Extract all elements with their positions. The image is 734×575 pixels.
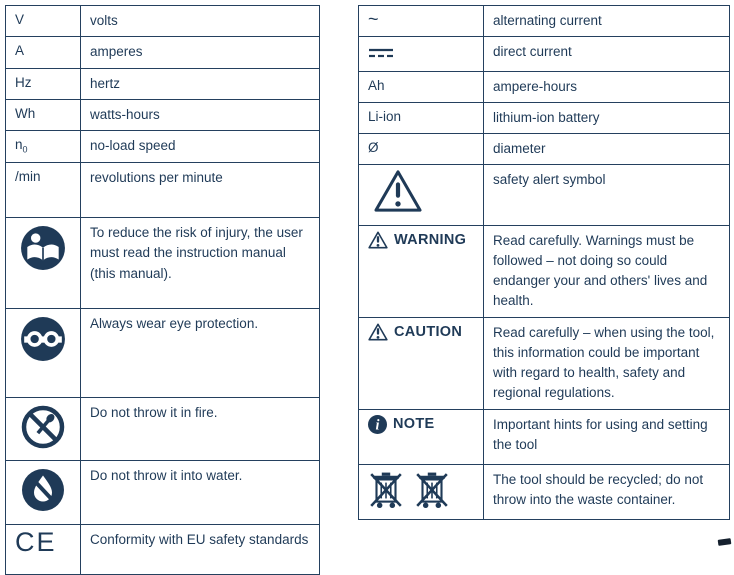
table-row	[359, 225, 730, 317]
symbol-cell	[359, 134, 484, 165]
direct-current-icon	[368, 47, 394, 59]
description-cell	[484, 71, 730, 102]
table-row	[6, 398, 320, 461]
description-text: hertz	[90, 75, 121, 91]
svg-text:i: i	[375, 417, 380, 434]
description-text: no-load speed	[90, 138, 176, 153]
table-row	[6, 37, 320, 68]
table-row	[6, 99, 320, 130]
table-row	[359, 102, 730, 133]
description-text: Conformity with EU safety standards	[90, 531, 309, 547]
table-row	[6, 68, 320, 99]
description-text: ampere-hours	[493, 78, 578, 94]
symbol-cell	[359, 6, 484, 37]
table-row	[359, 165, 730, 225]
description-cell	[484, 317, 730, 409]
description-cell	[484, 225, 730, 317]
weee-recycle-icons	[368, 469, 474, 509]
description-cell	[81, 163, 320, 218]
symbol-cell	[6, 99, 81, 130]
table-row	[359, 317, 730, 409]
table-row	[6, 163, 320, 218]
signal-word-label: CAUTION	[394, 323, 463, 340]
table-row	[6, 218, 320, 309]
description-cell	[484, 37, 730, 71]
description-text: The tool should be recycled; do not throw into the waste container.	[493, 471, 704, 507]
description-text: Do not throw it into water.	[90, 468, 243, 484]
warning-triangle-icon	[368, 323, 388, 341]
symbol-cell	[359, 71, 484, 102]
description-text: Do not throw it in fire.	[90, 405, 218, 421]
symbol-text: Wh	[15, 105, 36, 121]
symbol-cell	[6, 131, 81, 163]
description-text: alternating current	[493, 13, 602, 28]
symbol-text: Ah	[368, 77, 385, 93]
diameter-symbol: Ø	[368, 140, 379, 155]
symbols-table-right	[358, 5, 730, 520]
signal-word-cell	[359, 317, 484, 409]
description-cell	[81, 218, 320, 309]
alternating-current-symbol: ~	[368, 9, 379, 29]
description-text: To reduce the risk of injury, the user must read the instruction manual (this manual).	[90, 225, 303, 281]
ce-mark: CE	[15, 526, 57, 557]
description-text: Important hints for using and setting the tool	[493, 416, 708, 452]
description-cell	[81, 37, 320, 68]
description-cell	[81, 524, 320, 574]
description-cell	[484, 102, 730, 133]
signal-word	[368, 414, 474, 436]
eye-protection-icon	[20, 316, 66, 362]
description-text: watts-hours	[90, 106, 160, 122]
signal-word-cell	[359, 225, 484, 317]
symbol-cell	[359, 37, 484, 71]
description-cell	[484, 464, 730, 519]
symbol-cell	[6, 524, 81, 574]
description-cell	[484, 409, 730, 464]
signal-word-label: WARNING	[394, 231, 467, 248]
symbol-cell	[6, 6, 81, 37]
safety-alert-icon	[373, 169, 423, 213]
info-icon	[368, 415, 387, 434]
description-cell	[81, 461, 320, 524]
description-text: direct current	[493, 44, 572, 60]
symbol-text: A	[15, 43, 25, 59]
table-row	[359, 464, 730, 519]
table-row	[359, 37, 730, 71]
symbol-cell	[6, 163, 81, 218]
table-row	[6, 309, 320, 398]
description-text: Read carefully. Warnings must be followed – not doing so could endanger your and others' lives and health.	[493, 232, 708, 309]
warning-triangle-icon	[368, 231, 388, 249]
table-row	[359, 6, 730, 37]
symbol-cell	[6, 37, 81, 68]
no-fire-icon	[21, 405, 65, 449]
table-row	[6, 524, 320, 574]
description-cell	[81, 398, 320, 461]
table-row	[6, 131, 320, 163]
symbol-text: Hz	[15, 74, 32, 90]
symbol-cell	[6, 68, 81, 99]
signal-word	[368, 322, 474, 344]
description-text: lithium-ion battery	[493, 109, 600, 125]
description-text: Read carefully – when using the tool, this information could be important with regard to health, safety and regional regulations.	[493, 324, 715, 401]
description-cell	[81, 99, 320, 130]
symbol-cell	[359, 102, 484, 133]
description-text: diameter	[493, 141, 546, 156]
symbol-text: n	[15, 137, 23, 152]
symbol-subscript: 0	[22, 144, 28, 155]
symbol-cell	[6, 218, 81, 309]
description-text: revolutions per minute	[90, 170, 223, 186]
description-cell	[484, 134, 730, 165]
signal-word	[368, 230, 474, 252]
description-cell	[81, 68, 320, 99]
description-text: safety alert symbol	[493, 172, 606, 188]
table-row	[359, 409, 730, 464]
symbol-text: /min	[15, 169, 41, 185]
description-text: Always wear eye protection.	[90, 316, 259, 332]
symbol-cell	[6, 309, 81, 398]
table-row	[359, 134, 730, 165]
symbols-table-left	[5, 5, 320, 575]
page-corner-mark	[718, 538, 732, 546]
table-row	[6, 461, 320, 524]
description-cell	[81, 309, 320, 398]
signal-word-label: NOTE	[393, 415, 435, 432]
signal-word-cell	[359, 409, 484, 464]
symbol-text: V	[15, 12, 25, 27]
crossed-out-bin-icon	[368, 471, 404, 509]
symbol-cell	[6, 461, 81, 524]
read-manual-icon	[20, 225, 66, 271]
description-cell	[484, 165, 730, 225]
symbol-cell	[6, 398, 81, 461]
no-water-icon	[21, 468, 65, 512]
description-text: amperes	[90, 44, 143, 60]
description-cell	[484, 6, 730, 37]
table-row	[6, 6, 320, 37]
symbol-cell	[359, 464, 484, 519]
description-cell	[81, 6, 320, 37]
symbol-cell	[359, 165, 484, 225]
symbol-text: Li-ion	[368, 108, 402, 124]
description-text: volts	[90, 13, 118, 28]
description-cell	[81, 131, 320, 163]
table-row	[359, 71, 730, 102]
crossed-out-bin-icon	[414, 471, 450, 509]
